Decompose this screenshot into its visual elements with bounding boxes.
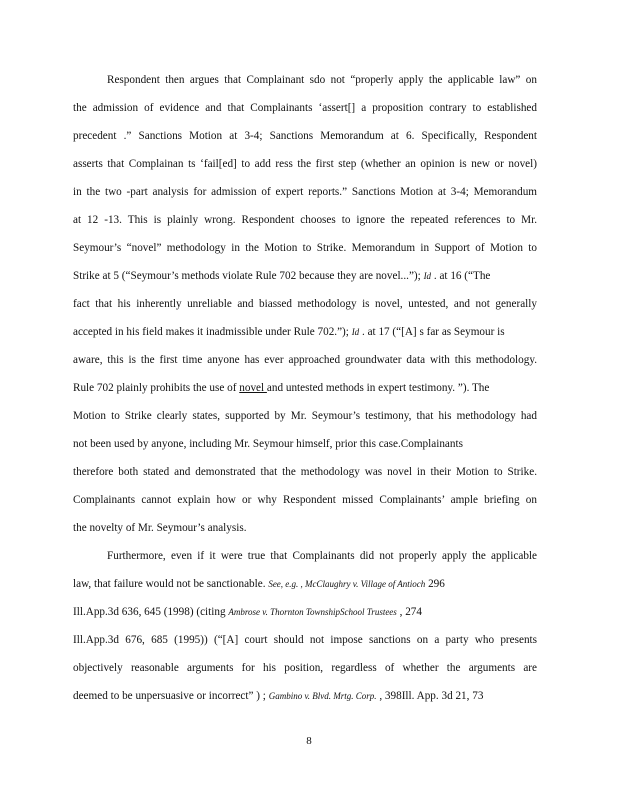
paragraph-1-line-15: therefore both stated and demonstrated that the methodology was novel in their Motion to Strike.	[73, 466, 537, 478]
line-text: law, that failure would not be sanctionable.	[73, 578, 269, 590]
paragraph-1-line-5: in the two -part analysis for admission of expert reports.” Sanctions Motion at 3-4; Memorandum	[73, 186, 537, 198]
line-text: , 398Ill. App. 3d 21, 73	[376, 690, 484, 702]
paragraph-1-line-10	[73, 325, 537, 339]
paragraph-2-line-4: Ill.App.3d 676, 685 (1995)) (“[A] court should not impose sanctions on a party who presents	[73, 634, 537, 646]
paragraph-2-line-2	[73, 577, 537, 591]
underlined-word: novel	[239, 382, 267, 394]
line-text: Strike at 5 (“Seymour’s methods violate Rule 702 because they are novel...”);	[73, 270, 424, 282]
paragraph-1-line-3: precedent .” Sanctions Motion at 3-4; Sanctions Memorandum at 6. Specifically, Respondent	[73, 130, 537, 142]
line-text: deemed to be unpersuasive or incorrect” ) ;	[73, 690, 269, 702]
paragraph-1-line-4: asserts that Complainan ts ‘fail[ed] to add ress the first step (whether an opinion is new or novel)	[73, 158, 537, 170]
paragraph-2-line-5: objectively reasonable arguments for his position, regardless of whether the arguments are	[73, 662, 537, 674]
line-text: . at 16 (“The	[431, 270, 491, 282]
paragraph-1-line-12	[73, 381, 537, 395]
paragraph-1-line-16: Complainants cannot explain how or why Respondent missed Complainants’ ample briefing on	[73, 494, 537, 506]
paragraph-1-line-9: fact that his inherently unreliable and biassed methodology is novel, untested, and not generally	[73, 298, 537, 310]
case-citation: See, e.g. , McClaughry v. Village of Antioch	[268, 579, 426, 589]
line-text: . at 17 (“[A] s far as Seymour is	[359, 326, 505, 338]
page-number: 8	[306, 735, 312, 747]
paragraph-2-line-3	[73, 605, 537, 619]
line-text: Rule 702 plainly prohibits the use of	[73, 382, 240, 394]
case-citation: Id	[423, 271, 432, 281]
case-citation: Id	[351, 327, 360, 337]
paragraph-1-line-17: the novelty of Mr. Seymour’s analysis.	[73, 522, 247, 534]
line-text: 296	[425, 578, 445, 590]
case-citation: Gambino v. Blvd. Mrtg. Corp.	[268, 691, 377, 701]
paragraph-1-line-13: Motion to Strike clearly states, supported by Mr. Seymour’s testimony, that his methodology had	[73, 410, 537, 422]
paragraph-1-line-2: the admission of evidence and that Complainants ‘assert[] a proposition contrary to established	[73, 102, 537, 114]
paragraph-2-line-6	[73, 689, 537, 703]
paragraph-1-line-11: aware, this is the first time anyone has ever approached groundwater data with this methodology.	[73, 354, 537, 366]
paragraph-1-line-6: at 12 -13. This is plainly wrong. Respondent chooses to ignore the repeated references to Mr.	[73, 214, 537, 226]
paragraph-1-line-1: Respondent then argues that Complainant sdo not “properly apply the applicable law” on	[107, 74, 537, 86]
paragraph-1-line-14: not been used by anyone, including Mr. Seymour himself, prior this case.Complainants	[73, 438, 463, 450]
line-text: and untested methods in expert testimony. ”). The	[266, 382, 490, 394]
paragraph-2-line-1: Furthermore, even if it were true that Complainants did not properly apply the applicable	[107, 550, 537, 562]
line-text: Ill.App.3d 636, 645 (1998) (citing	[73, 606, 229, 618]
paragraph-1-line-7: Seymour’s “novel” methodology in the Motion to Strike. Memorandum in Support of Motion to	[73, 242, 537, 254]
case-citation: Ambrose v. Thornton TownshipSchool Trustees	[228, 607, 397, 617]
line-text: , 274	[396, 606, 422, 618]
paragraph-1-line-8	[73, 269, 537, 283]
line-text: accepted in his field makes it inadmissible under Rule 702.”);	[73, 326, 352, 338]
